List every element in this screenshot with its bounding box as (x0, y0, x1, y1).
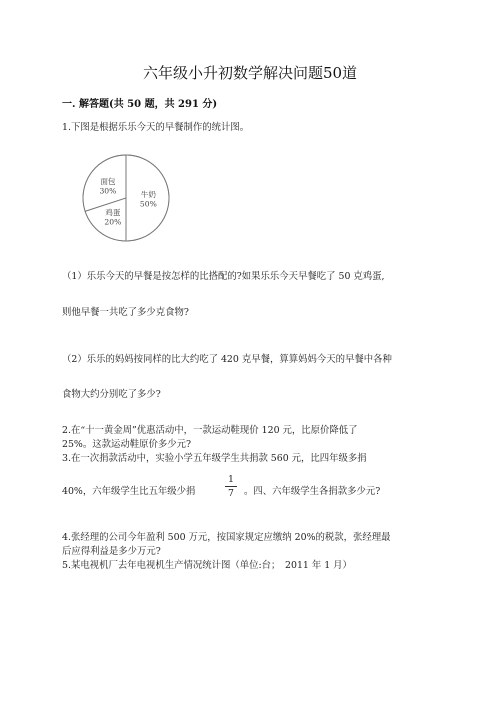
q4-line2: 后应得利益是多少万元? (62, 546, 161, 557)
q1-part1-line1: （1）乐乐今天的早餐是按怎样的比搭配的?如果乐乐今天早餐吃了 50 克鸡蛋, (62, 271, 385, 282)
pie-percent-3: 30% (99, 186, 117, 196)
q3-fraction (224, 474, 238, 499)
q2-line1: 2.在“十一黄金周”优惠活动中，一款运动鞋现价 120 元，比原价降低了 (62, 425, 358, 436)
q3-line2-before: 40%，六年级学生比五年级少捐 (62, 486, 196, 497)
q1-part2-line2: 食物大约分别吃了多少? (62, 389, 161, 400)
q4-line1: 4.张经理的公司今年盈利 500 万元，按国家规定应缴纳 20%的税款，张经理最 (62, 532, 391, 543)
q1-stem: 1.下图是根据乐乐今天的早餐制作的统计图。 (62, 122, 250, 133)
pie-percent-2: 20% (104, 217, 122, 227)
page-title: 六年级小升初数学解决问题50道 (142, 64, 358, 82)
pie-label-1: 牛奶 (140, 190, 156, 199)
q3-line2-after: 。四、六年级学生各捐款多少元? (244, 486, 381, 497)
breakfast-pie-chart (81, 153, 171, 243)
pie-label-3: 面包 (100, 176, 116, 186)
fraction-numerator: 1 (228, 474, 234, 485)
fraction-denominator: 7 (228, 488, 234, 499)
q1-part1-line2: 则他早餐一共吃了多少克食物? (62, 307, 189, 318)
q2-line2: 25%。这款运动鞋原价多少元? (62, 439, 191, 450)
pie-label-2: 鸡蛋 (105, 208, 121, 218)
fraction-bar (225, 486, 237, 487)
q3-line1: 3.在一次捐款活动中，实验小学五年级学生共捐款 560 元，比四年级多捐 (62, 453, 367, 464)
q1-part2-line1: （2）乐乐的妈妈按同样的比大约吃了 420 克早餐，算算妈妈今天的早餐中各种 (62, 354, 392, 365)
pie-percent-1: 50% (139, 199, 157, 209)
section-heading: 一. 解答题(共 50 题，共 291 分) (62, 99, 218, 110)
q5-line1: 5.某电视机厂去年电视机生产情况统计图（单位:台； 2011 年 1 月） (62, 560, 352, 571)
